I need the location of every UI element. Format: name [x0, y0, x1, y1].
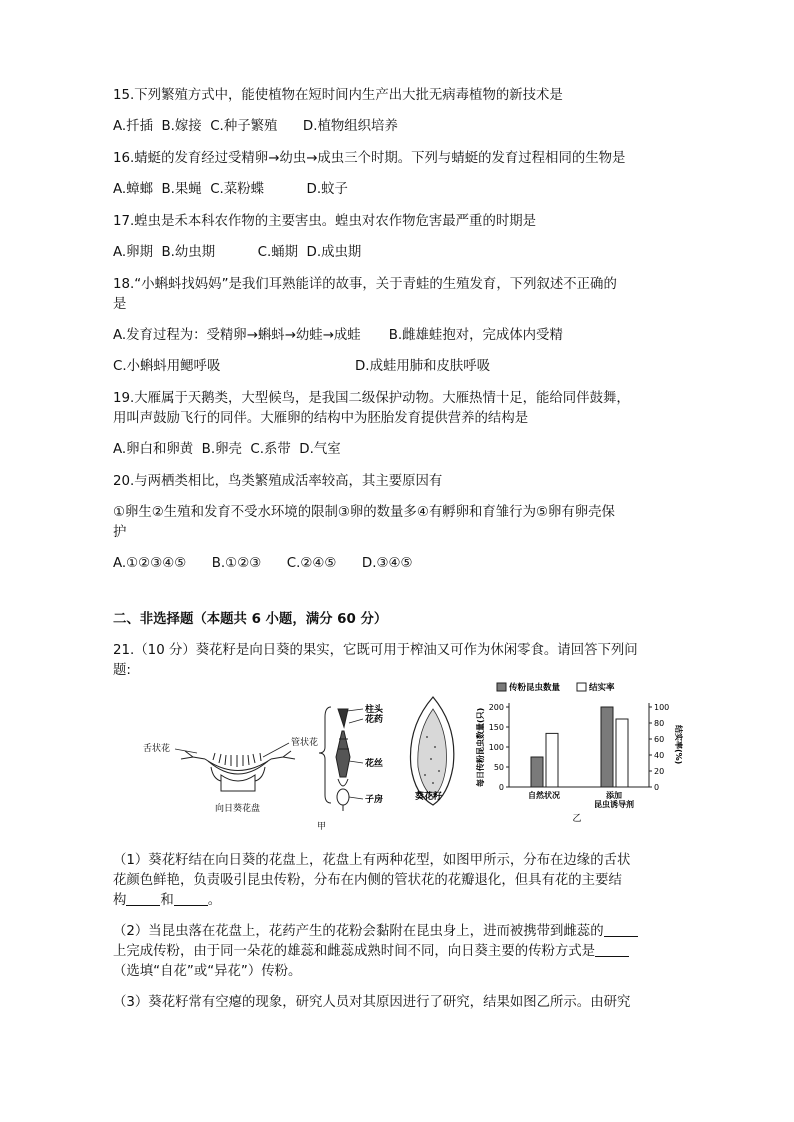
q17-stem: 17.蝗虫是禾本科农作物的主要害虫。蝗虫对农作物危害最严重的时期是 — [113, 214, 537, 229]
q18-option-a: A.发育过程为：受精卵→蝌蚪→幼蛙→成蛙 — [113, 328, 361, 343]
q19-stem-2: 用叫声鼓励飞行的同伴。大雁卵的结构中为胚胎发育提供营养的结构是 — [113, 411, 529, 426]
q18-option-d: D.成蛙用肺和皮肤呼吸 — [355, 359, 491, 374]
q20-stem: 20.与两栖类相比，鸟类繁殖成活率较高，其主要原因有 — [113, 474, 443, 489]
label-disc: 向日葵花盘 — [215, 804, 261, 814]
q21-p3-line1: （3）葵花籽常有空瘪的现象，研究人员对其原因进行了研究，结果如图乙所示。由研究 — [113, 995, 631, 1010]
figure-jia — [113, 687, 473, 837]
category-label: 昆虫诱导剂 — [594, 800, 634, 809]
q18-stem-1: 18.“小蝌蚪找妈妈”是我们耳熟能详的故事，关于青蛙的生殖发育，下列叙述不正确的 — [113, 277, 617, 292]
q21-p2-line3: （选填“自花”或“异花”）传粉。 — [113, 964, 302, 979]
q21-p2-text-a: （2）当昆虫落在花盘上，花药产生的花粉会黏附在昆虫身上，进而被携带到雌蕊的 — [113, 924, 604, 939]
q21-p1-line2: 花颜色鲜艳，负责吸引昆虫传粉，分布在内侧的管状花的花瓣退化，但具有花的主要结 — [113, 873, 622, 888]
tick-label-right: 0 — [654, 783, 660, 792]
q19-options: A.卵白和卵黄 B.卵壳 C.系带 D.气室 — [113, 442, 341, 457]
q21-p1-text-b: 和 — [160, 893, 174, 908]
q21-p1-text-a: 构 — [113, 893, 127, 908]
q20-items-2: 护 — [113, 525, 127, 540]
q21-p1-line1: （1）葵花籽结在向日葵的花盘上，花盘上有两种花型，如图甲所示，分布在边缘的舌状 — [113, 853, 631, 868]
label-seed: 葵花籽 — [415, 792, 443, 802]
q21-p1-line3 — [113, 891, 683, 911]
q21-p2-line1 — [113, 922, 683, 942]
legend-swatch — [497, 683, 506, 691]
leader-tongue — [175, 749, 197, 753]
label-ovary: 子房 — [365, 795, 384, 805]
label-filament: 花丝 — [365, 759, 384, 769]
tick-label-left: 200 — [488, 703, 504, 712]
section-heading: 二、非选择题（本题共 6 小题，满分 60 分） — [113, 612, 388, 627]
q16-stem: 16.蜻蜓的发育经过受精卵→幼虫→成虫三个时期。下列与蜻蜓的发育过程相同的生物是 — [113, 151, 626, 166]
tick-label-right: 100 — [654, 703, 670, 712]
tick-label-right: 40 — [654, 751, 665, 760]
figure-yi-caption: 乙 — [572, 814, 582, 824]
q17-options: A.卵期 B.幼虫期 C.蛹期 D.成虫期 — [113, 245, 362, 260]
legend-label: 结实率 — [589, 683, 615, 693]
q18-options-ab — [113, 326, 683, 346]
q21-p2-line2 — [113, 942, 683, 962]
axis-title-left: 每日传粉昆虫数量(只) — [476, 707, 485, 787]
answer-blank-2[interactable] — [174, 891, 208, 906]
tick-label-left: 150 — [488, 723, 504, 732]
bar — [546, 733, 558, 787]
legend-swatch — [577, 683, 586, 691]
q21-figures — [113, 683, 683, 837]
answer-blank-1[interactable] — [126, 891, 160, 906]
bar — [601, 707, 613, 787]
q18-option-c: C.小蝌蚪用鳃呼吸 — [113, 359, 221, 374]
q15-stem: 15.下列繁殖方式中，能使植物在短时间内生产出大批无病毒植物的新技术是 — [113, 88, 563, 103]
answer-blank-3[interactable] — [604, 922, 638, 937]
q18-stem-2: 是 — [113, 297, 127, 312]
q20-items-1: ①卵生②生殖和发育不受水环境的限制③卵的数量多④有孵卵和育雏行为⑤卵有卵壳保 — [113, 505, 615, 520]
q18-option-b: B.雌雄蛙抱对，完成体内受精 — [388, 328, 563, 343]
tubular-flower-drawing — [336, 709, 350, 811]
figure-jia-caption: 甲 — [317, 822, 327, 832]
category-label: 自然状况 — [528, 791, 560, 800]
sunflower-disc-drawing — [181, 751, 295, 791]
seed-drawing — [410, 697, 453, 805]
tick-label-right: 60 — [654, 735, 665, 744]
label-stigma: 柱头 — [365, 705, 384, 715]
tick-label-left: 50 — [493, 763, 504, 772]
q21-p2-text-b: 上完成传粉，由于同一朵花的雄蕊和雌蕊成熟时间不同，向日葵主要的传粉方式是 — [113, 944, 596, 959]
label-anther: 花药 — [365, 715, 384, 725]
category-label: 添加 — [606, 791, 622, 800]
q21-stem-1: 21.（10 分）葵花籽是向日葵的果实，它既可用于榨油又可作为休闲零食。请回答下列问 — [113, 643, 638, 658]
axis-title-right: 结实率(%) — [674, 725, 683, 765]
tick-label-left: 0 — [498, 783, 504, 792]
legend-label: 传粉昆虫数量 — [509, 683, 561, 693]
q19-stem-1: 19.大雁属于天鹅类，大型候鸟，是我国二级保护动物。大雁热情十足，能给同伴鼓舞， — [113, 391, 630, 406]
figure-yi-chart — [473, 677, 683, 827]
q21-p1-text-c: 。 — [207, 893, 222, 908]
bar — [616, 719, 628, 787]
tick-label-right: 20 — [654, 767, 665, 776]
label-tongue-flower: 舌状花 — [143, 744, 171, 754]
answer-blank-4[interactable] — [595, 942, 629, 957]
bracket-drawing — [319, 707, 331, 803]
tick-label-left: 100 — [488, 743, 504, 752]
exam-page — [113, 86, 683, 1013]
label-tube-flower: 管状花 — [291, 738, 319, 748]
bar — [531, 757, 543, 787]
q18-options-cd — [113, 357, 683, 377]
q15-options: A.扦插 B.嫁接 C.种子繁殖 D.植物组织培养 — [113, 119, 398, 134]
tick-label-right: 80 — [654, 719, 665, 728]
q21-stem-2: 题: — [113, 663, 131, 678]
q20-options: A.①②③④⑤ B.①②③ C.②④⑤ D.③④⑤ — [113, 556, 413, 571]
q16-options: A.蟑螂 B.果蝇 C.菜粉蝶 D.蚊子 — [113, 182, 348, 197]
